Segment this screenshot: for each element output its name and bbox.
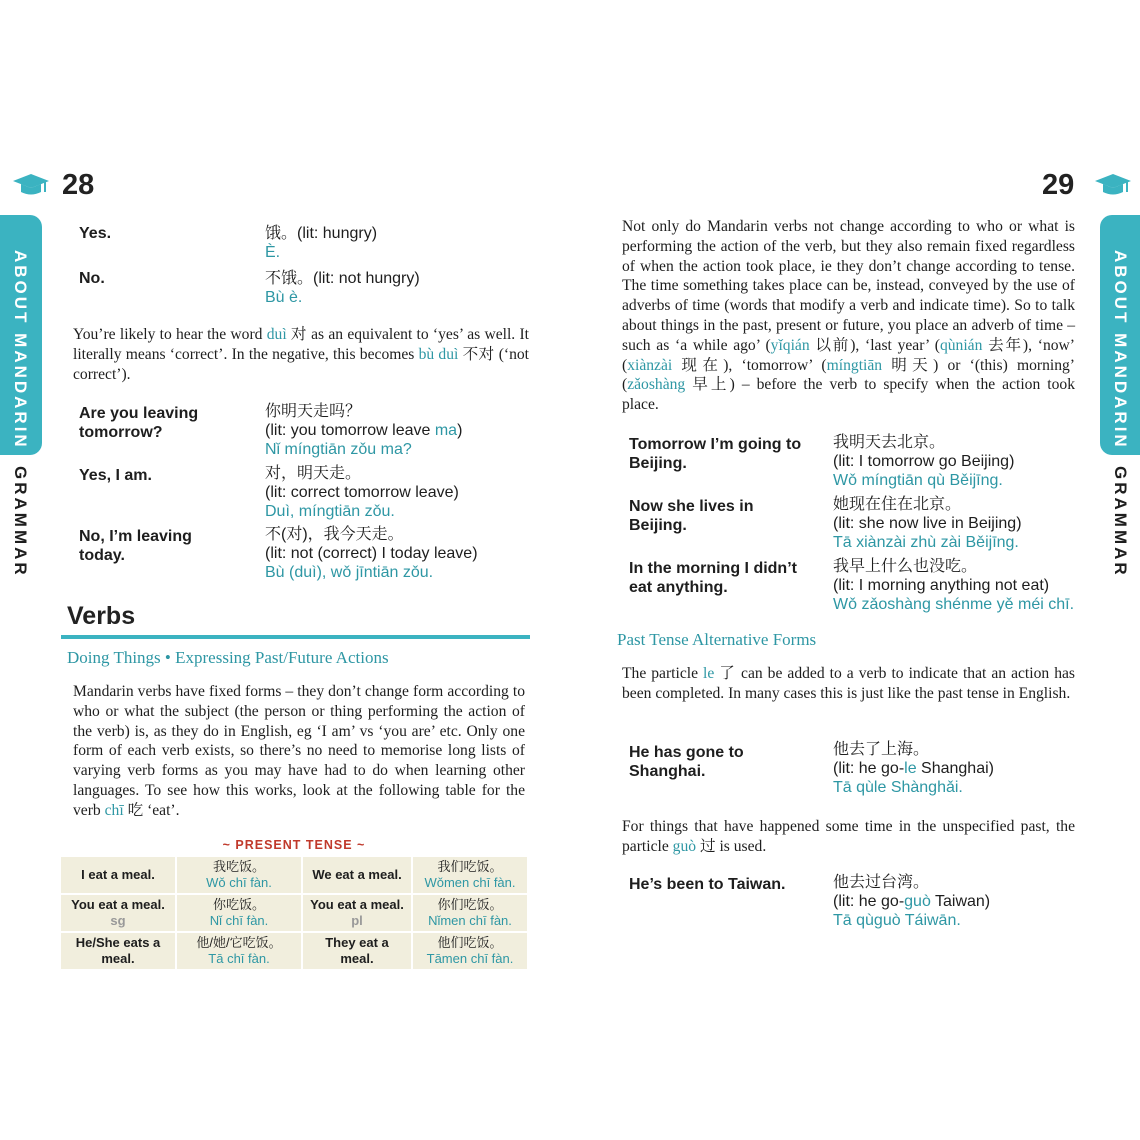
phrase-translation: 他去了上海。 (lit: he go-le Shanghai) Tā qùle Shànghǎi. [833,741,994,796]
phrase-english: He has gone to Shanghai. [629,744,744,780]
paragraph-guo: For things that have happened some time in the unspecified past, the particle guò 过 is used. [622,818,1075,855]
page-number: 29 [1042,169,1075,201]
side-tab-label: ABOUT MANDARIN [1111,250,1130,450]
table-cell-chinese: 你们吃饭。 Nǐmen chī fàn. [413,895,527,931]
graduation-cap-icon [1094,172,1132,198]
table-cell-chinese: 他/她/它吃饭。 Tā chī fàn. [177,933,301,969]
phrase-english: Yes, I am. [79,467,152,484]
phrase-translation: 饿。(lit: hungry) È. [265,225,378,261]
table-cell-chinese: 你吃饭。 Nǐ chī fàn. [177,895,301,931]
table-cell-english: You eat a meal. pl [303,895,411,931]
table-cell-chinese: 他们吃饭。 Tāmen chī fàn. [413,933,527,969]
phrase-english: No, I’m leaving today. [79,528,192,564]
table-cell-english: I eat a meal. [61,857,175,893]
table-cell-chinese: 我吃饭。 Wǒ chī fàn. [177,857,301,893]
subheading: Doing Things • Expressing Past/Future Actions [67,648,389,667]
phrase-translation: 他去过台湾。 (lit: he go-guò Taiwan) Tā qùguò Táiwān. [833,874,991,929]
phrase-english: In the morning I didn’t eat anything. [629,560,797,596]
table-cell-chinese: 我们吃饭。 Wǒmen chī fàn. [413,857,527,893]
paragraph-adverbs-of-time: Not only do Mandarin verbs not change according to who or what is performing the action of the verb, but they also remain fixed regardless of when the action took place, ie they don’t change according to tense. The time something takes place can be, instead, conveyed by the use of adverbs of time (words that modify a verb and indicate time). So to talk about things in the past, present or future, you place an adverb of time – such as ‘a while ago’ (yǐqián 以前), ‘last year’ (qùnián 去年), ‘now’ (xiànzài 现在), ‘tomorrow’ (míngtiān 明天) or ‘(this) morning’ (zǎoshàng 早上) – before the verb to specify when the action took place. [622,218,1075,414]
phrase-english: Now she lives in Beijing. [629,498,754,534]
graduation-cap-icon [12,172,50,198]
phrase-english: Tomorrow I’m going to Beijing. [629,436,802,472]
phrase-english: No. [79,270,105,287]
heading-rule [61,635,530,639]
phrase-translation: 不(对)，我今天走。 (lit: not (correct) I today leave) Bù (duì), wǒ jīntiān zǒu. [265,526,478,581]
section-label: GRAMMAR [1111,466,1130,578]
phrase-translation: 你明天走吗？ (lit: you tomorrow leave ma) Nǐ míngtiān zǒu ma? [265,403,463,458]
paragraph-verbs: Mandarin verbs have fixed forms – they don’t change form according to who or what the subject (the person or thing performing the action of the verb) is, as they do in English, eg ‘I am’ vs ‘you are’ etc. Only one form of each verb exists, so there’s no need to memorise long lists of varying verb forms as you may have had to do when learning other languages. To see how this works, look at the following table for the verb chī 吃 ‘eat’. [73,683,525,819]
phrase-translation: 她现在住在北京。 (lit: she now live in Beijing) Tā xiànzài zhù zài Běijīng. [833,496,1022,551]
phrase-translation: 不饿。(lit: not hungry) Bù è. [265,270,420,306]
table-title: ~ PRESENT TENSE ~ [222,838,366,852]
section-heading: Verbs [67,602,136,630]
present-tense-table [59,855,529,971]
table-row [61,857,527,893]
phrase-english: Yes. [79,225,112,242]
paragraph-le: The particle le 了 can be added to a verb to indicate that an action has been completed. In many cases this is just like the past tense in English. [622,665,1075,702]
page-number: 28 [62,169,95,201]
table-cell-english: They eat a meal. [303,933,411,969]
section-label: GRAMMAR [11,466,30,578]
table-cell-english: You eat a meal. sg [61,895,175,931]
phrase-english: He’s been to Taiwan. [629,876,786,893]
side-tab-label: ABOUT MANDARIN [11,250,30,450]
table-row [61,933,527,969]
phrase-translation: 对，明天走。 (lit: correct tomorrow leave) Duì, míngtiān zǒu. [265,465,459,520]
paragraph-dui: You’re likely to hear the word duì 对 as an equivalent to ‘yes’ as well. It literally means ‘correct’. In the negative, this becomes bù duì 不对 (‘not correct’). [73,326,530,383]
phrase-english: Are you leaving tomorrow? [79,405,199,441]
table-row [61,895,527,931]
phrase-translation: 我早上什么也没吃。 (lit: I morning anything not eat) Wǒ zǎoshàng shénme yě méi chī. [833,558,1075,613]
table-cell-english: He/She eats a meal. [61,933,175,969]
subheading: Past Tense Alternative Forms [617,630,817,649]
phrase-translation: 我明天去北京。 (lit: I tomorrow go Beijing) Wǒ míngtiān qù Běijīng. [833,434,1015,489]
table-cell-english: We eat a meal. [303,857,411,893]
